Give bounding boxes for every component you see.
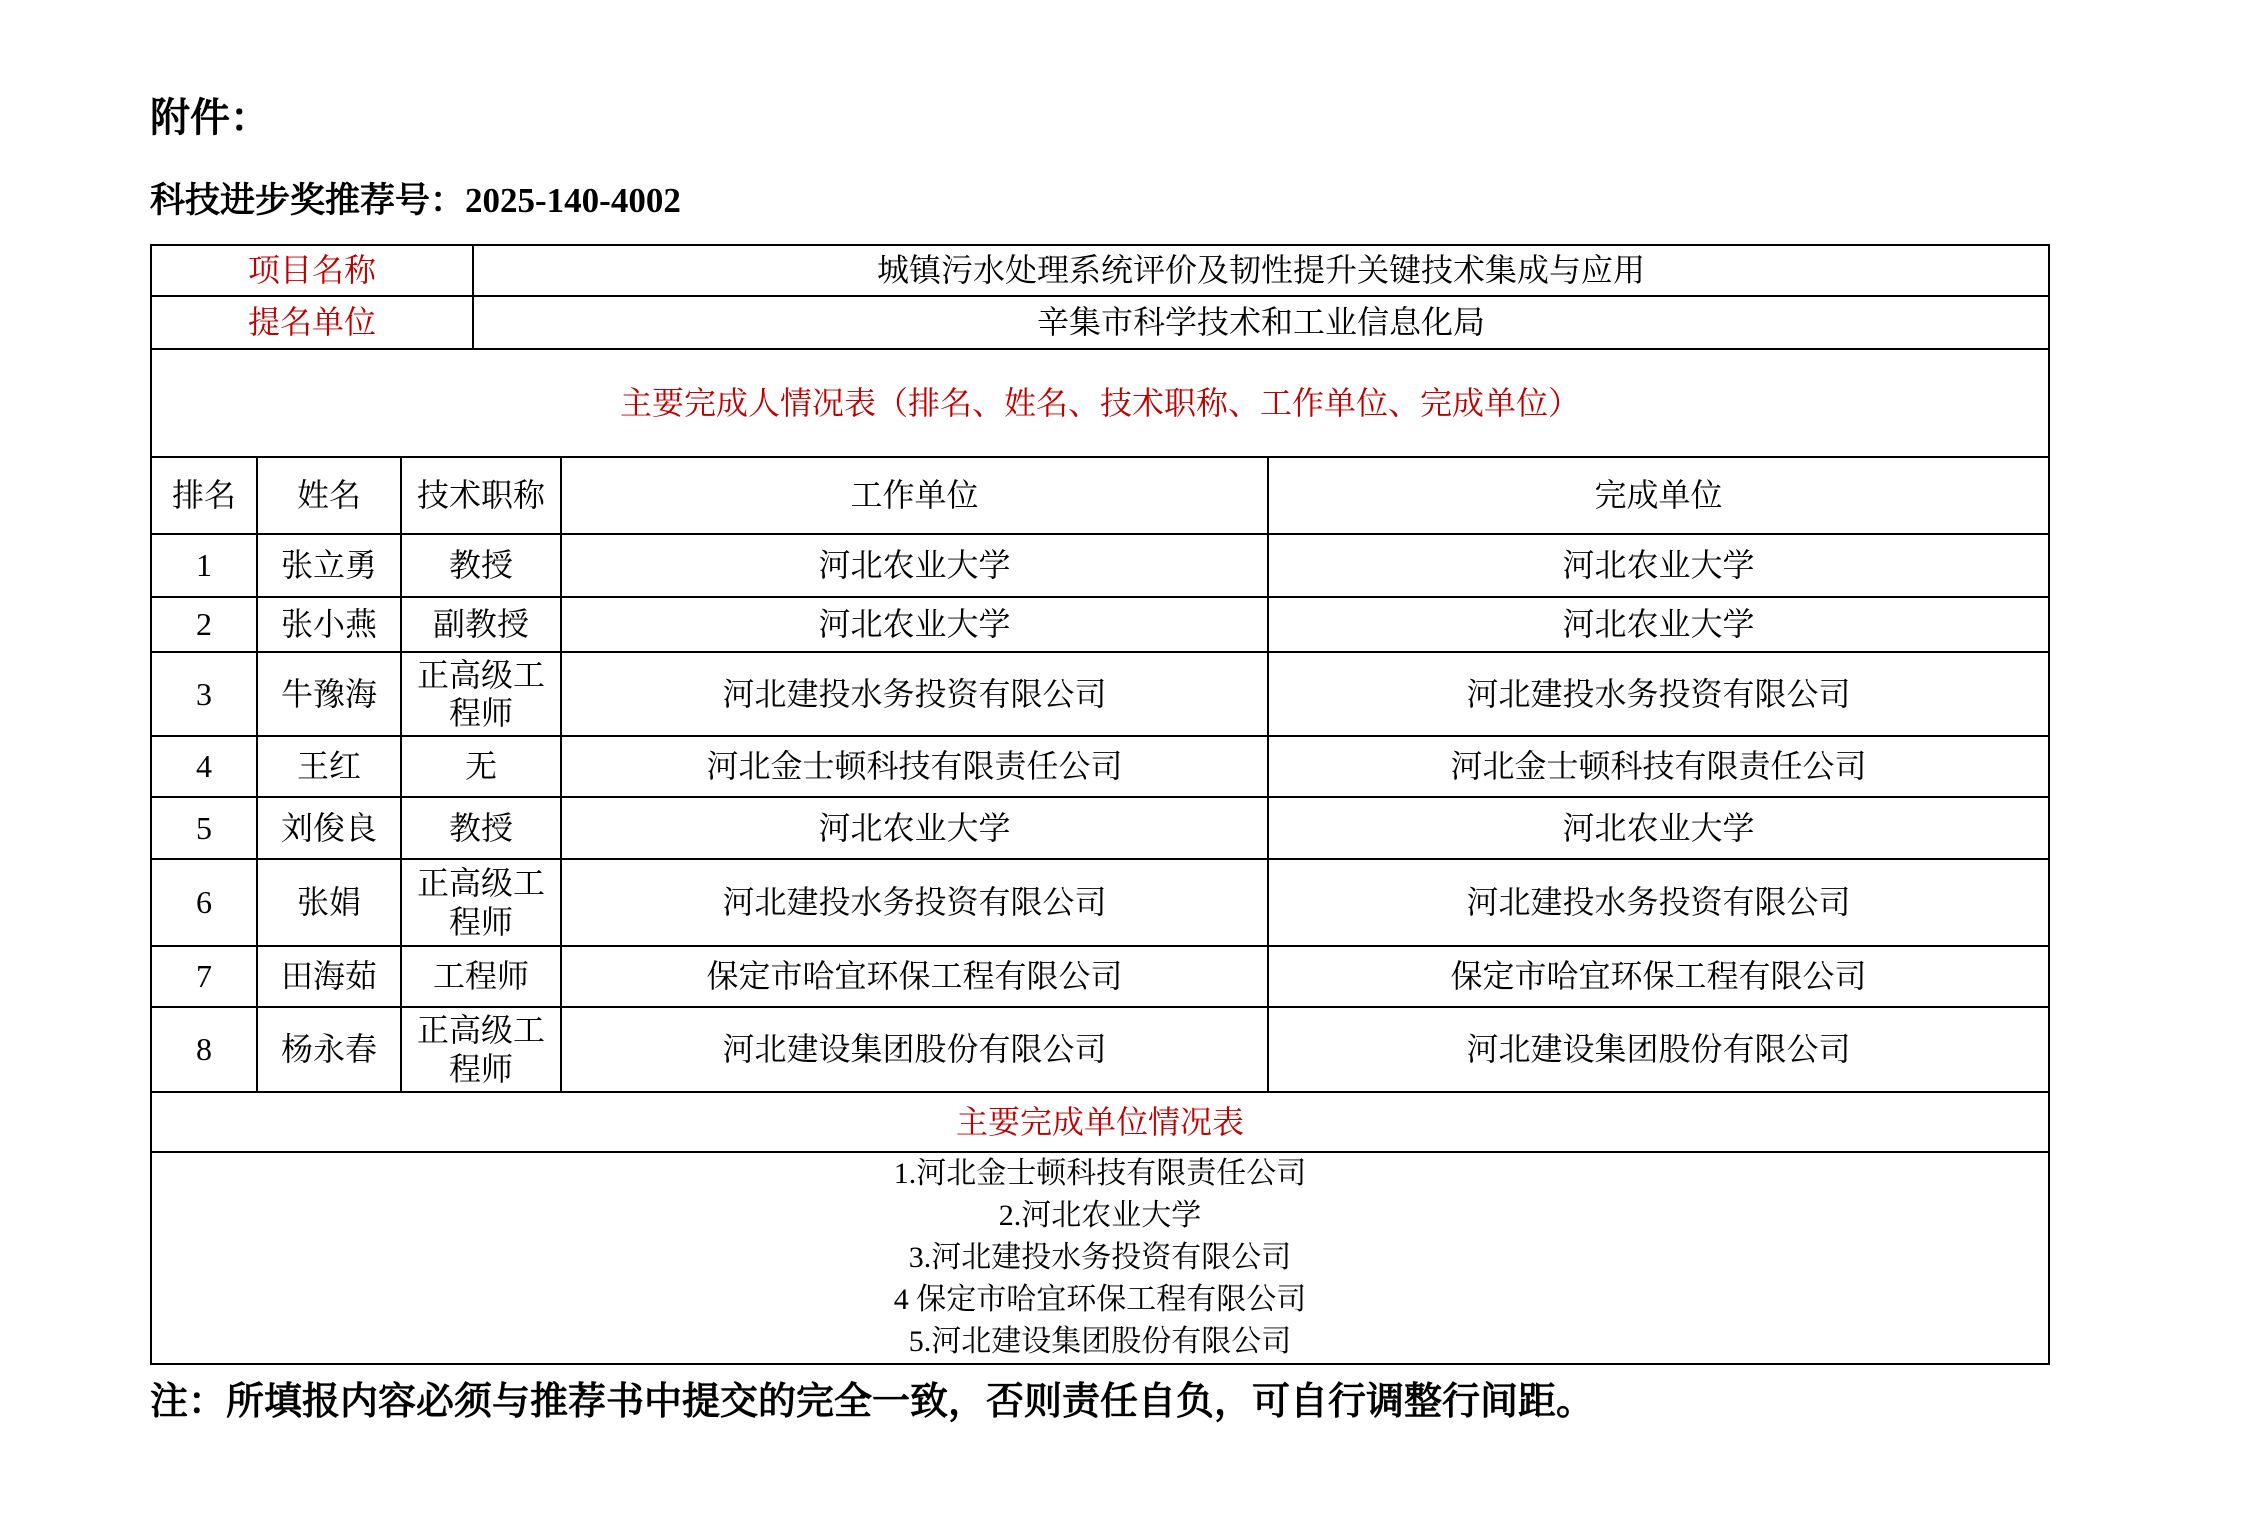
nominating-unit-label: 提名单位: [151, 296, 473, 349]
cell-name: 王红: [257, 736, 401, 797]
table-row: [151, 736, 2049, 797]
table-row: [151, 797, 2049, 859]
cell-name: 牛豫海: [257, 652, 401, 736]
units-section-title: 主要完成单位情况表: [151, 1092, 2049, 1152]
cell-title: 教授: [401, 797, 561, 859]
cell-completion-unit: 河北农业大学: [1268, 797, 2049, 859]
recommendation-number-value: 2025-140-4002: [465, 181, 681, 220]
cell-work-unit: 河北农业大学: [561, 534, 1268, 597]
units-list-row: [151, 1152, 2049, 1364]
footer-note: 注：所填报内容必须与推荐书中提交的完全一致，否则责任自负，可自行调整行间距。: [150, 1381, 1595, 1423]
completers-section-title: 主要完成人情况表（排名、姓名、技术职称、工作单位、完成单位）: [151, 349, 2049, 457]
project-name-label: 项目名称: [151, 245, 473, 296]
cell-title: 无: [401, 736, 561, 797]
cell-title: 工程师: [401, 946, 561, 1007]
project-name-value: 城镇污水处理系统评价及韧性提升关键技术集成与应用: [473, 245, 2049, 296]
award-form-table: [150, 244, 2050, 1365]
units-section-title-row: [151, 1092, 2049, 1152]
cell-rank: 4: [151, 736, 257, 797]
cell-rank: 6: [151, 859, 257, 946]
cell-completion-unit: 河北建投水务投资有限公司: [1268, 859, 2049, 946]
attachment-heading: 附件：: [150, 95, 270, 140]
list-item: 3.河北建投水务投资有限公司: [908, 1241, 1292, 1274]
cell-work-unit: 河北建投水务投资有限公司: [561, 652, 1268, 736]
cell-title: 正高级工程师: [401, 1007, 561, 1092]
table-row: [151, 946, 2049, 1007]
cell-rank: 5: [151, 797, 257, 859]
header-work-unit: 工作单位: [561, 457, 1268, 534]
cell-work-unit: 河北金士顿科技有限责任公司: [561, 736, 1268, 797]
header-completion-unit: 完成单位: [1268, 457, 2049, 534]
recommendation-number-line: [150, 183, 2048, 218]
cell-completion-unit: 河北金士顿科技有限责任公司: [1268, 736, 2049, 797]
cell-name: 杨永春: [257, 1007, 401, 1092]
header-rank: 排名: [151, 457, 257, 534]
cell-rank: 2: [151, 597, 257, 652]
project-name-row: [151, 245, 2049, 296]
table-row: [151, 859, 2049, 946]
table-row: [151, 652, 2049, 736]
cell-title: 正高级工程师: [401, 859, 561, 946]
completers-header-row: [151, 457, 2049, 534]
cell-work-unit: 河北建设集团股份有限公司: [561, 1007, 1268, 1092]
cell-name: 张立勇: [257, 534, 401, 597]
cell-title: 正高级工程师: [401, 652, 561, 736]
list-item: 1.河北金士顿科技有限责任公司: [893, 1157, 1307, 1190]
cell-name: 刘俊良: [257, 797, 401, 859]
units-list: [151, 1152, 2049, 1364]
cell-work-unit: 河北农业大学: [561, 797, 1268, 859]
cell-rank: 8: [151, 1007, 257, 1092]
cell-name: 张小燕: [257, 597, 401, 652]
header-title: 技术职称: [401, 457, 561, 534]
recommendation-number-label: 科技进步奖推荐号：: [150, 181, 466, 220]
table-row: [151, 1007, 2049, 1092]
list-item: 4 保定市哈宜环保工程有限公司: [893, 1283, 1307, 1316]
cell-completion-unit: 河北农业大学: [1268, 534, 2049, 597]
cell-work-unit: 河北农业大学: [561, 597, 1268, 652]
cell-name: 张娟: [257, 859, 401, 946]
cell-title: 教授: [401, 534, 561, 597]
table-row: [151, 597, 2049, 652]
nominating-unit-row: [151, 296, 2049, 349]
cell-completion-unit: 河北建设集团股份有限公司: [1268, 1007, 2049, 1092]
header-name: 姓名: [257, 457, 401, 534]
cell-rank: 3: [151, 652, 257, 736]
cell-rank: 7: [151, 946, 257, 1007]
list-item: 5.河北建设集团股份有限公司: [908, 1325, 1292, 1358]
cell-title: 副教授: [401, 597, 561, 652]
cell-work-unit: 河北建投水务投资有限公司: [561, 859, 1268, 946]
cell-name: 田海茹: [257, 946, 401, 1007]
cell-work-unit: 保定市哈宜环保工程有限公司: [561, 946, 1268, 1007]
completers-section-title-row: [151, 349, 2049, 457]
nominating-unit-value: 辛集市科学技术和工业信息化局: [473, 296, 2049, 349]
cell-completion-unit: 保定市哈宜环保工程有限公司: [1268, 946, 2049, 1007]
cell-completion-unit: 河北农业大学: [1268, 597, 2049, 652]
table-row: [151, 534, 2049, 597]
list-item: 2.河北农业大学: [998, 1199, 1202, 1232]
cell-rank: 1: [151, 534, 257, 597]
cell-completion-unit: 河北建投水务投资有限公司: [1268, 652, 2049, 736]
